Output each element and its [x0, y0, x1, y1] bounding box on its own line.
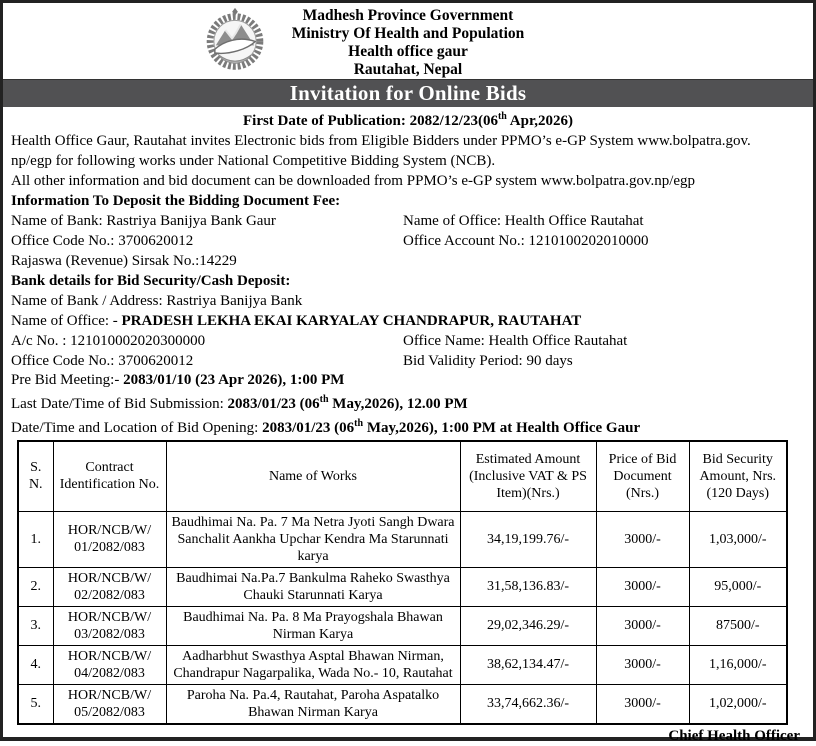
publication-date-ordinal: th: [497, 111, 507, 122]
org-name-block: [3, 7, 813, 79]
prebid-meeting-line: [11, 371, 805, 390]
col-header-works: Name of Works: [166, 441, 460, 511]
province-name: Madhesh Province Government: [302, 7, 514, 24]
cell-estimated: 31,58,136.83/-: [460, 567, 596, 606]
contract-id-line-2: 01/2082/083: [74, 540, 145, 555]
cell-price: 3000/-: [596, 606, 689, 645]
bid-opening-tail: May,2026), 1:00 PM at Health Office Gaur: [363, 420, 641, 436]
cell-works: Baudhimai Na. Pa. 7 Ma Netra Jyoti Sangh Dwara Sanchalit Aankha Upchar Kendra Ma Starunnati karya: [166, 511, 460, 567]
bid-submission-tail: May,2026), 12.00 PM: [328, 396, 468, 412]
bid-submission-line: [11, 390, 805, 414]
cell-price: 3000/-: [596, 511, 689, 567]
fee-office-account: Office Account No.: 1210100202010000: [403, 233, 649, 249]
cell-security: 1,16,000/-: [689, 645, 787, 684]
cell-works: Baudhimai Na.Pa.7 Bankulma Raheko Swasthya Chauki Starunnati Karya: [166, 567, 460, 606]
cell-price: 3000/-: [596, 567, 689, 606]
security-account-number: A/c No. : 121010002020300000: [11, 333, 206, 349]
publication-date-tail: Apr,2026): [506, 113, 573, 129]
cell-works: Aadharbhut Swasthya Asptal Bhawan Nirman, Chandrapur Nagarpalika, Wada No.- 10, Rautahat: [166, 645, 460, 684]
cell-contract: [53, 567, 166, 606]
col-header-sn: S. N.: [18, 441, 53, 511]
invitation-title: Invitation for Online Bids: [289, 81, 527, 105]
invitation-banner: [3, 79, 813, 107]
intro-paragraph-line-2: np/egp for following works under National Competitive Bidding System (NCB).: [11, 153, 496, 169]
table-row: [18, 645, 787, 684]
table-row: [18, 567, 787, 606]
signature-title: Chief Health Officer: [668, 727, 800, 744]
bid-submission-value: [228, 396, 468, 412]
cell-sn: 2.: [18, 567, 53, 606]
security-office-label: Name of Office: -: [11, 313, 122, 329]
security-code-row: [11, 351, 805, 371]
cell-price: 3000/-: [596, 645, 689, 684]
cell-contract: [53, 645, 166, 684]
bid-submission-ordinal: th: [319, 394, 329, 405]
bid-opening-date: 2083/01/23 (06: [262, 420, 355, 436]
contract-id-line-2: 04/2082/083: [74, 665, 145, 681]
table-row: [18, 684, 787, 724]
contract-id-line-2: 02/2082/083: [74, 587, 145, 603]
cell-security: 95,000/-: [689, 567, 787, 606]
publication-date-text: First Date of Publication: 2082/12/23(06: [242, 113, 498, 129]
contract-id-line-1: HOR/NCB/W/: [67, 523, 152, 538]
prebid-meeting-value: 2083/01/10 (23 Apr 2026), 1:00 PM: [123, 372, 345, 388]
intro-paragraph-line-1: Health Office Gaur, Rautahat invites Electronic bids from Eligible Bidders under PPMO’s e-GP System www.bolpatra.gov.: [11, 133, 751, 149]
col-header-security: Bid Security Amount, Nrs. (120 Days): [689, 441, 787, 511]
cell-sn: 3.: [18, 606, 53, 645]
contract-id-line-1: HOR/NCB/W/: [67, 570, 152, 586]
ministry-name: Ministry Of Health and Population: [291, 25, 525, 42]
office-name: Health office gaur: [348, 43, 468, 60]
table-header-row: [18, 441, 787, 511]
cell-works: Baudhimai Na. Pa. 8 Ma Prayogshala Bhawan Nirman Karya: [166, 606, 460, 645]
security-office-line: [11, 311, 805, 331]
contract-id-line-2: 05/2082/083: [74, 704, 145, 720]
notice-body: [3, 107, 813, 438]
cell-estimated: 29,02,346.29/-: [460, 606, 596, 645]
col-header-estimated: Estimated Amount (Inclusive VAT & PS Item)(Nrs.): [460, 441, 596, 511]
office-location: Rautahat, Nepal: [353, 61, 463, 78]
col-header-contract: Contract Identification No.: [53, 441, 166, 511]
bid-opening-ordinal: th: [354, 418, 364, 429]
cell-contract: [53, 606, 166, 645]
bid-opening-label: Date/Time and Location of Bid Opening:: [11, 420, 263, 436]
cell-works: Paroha Na. Pa.4, Rautahat, Paroha Aspatalko Bhawan Nirman Karya: [166, 684, 460, 724]
letterhead: [3, 3, 813, 79]
fee-office-code: Office Code No.: 3700620012: [11, 233, 194, 249]
fee-bank-name: Name of Bank: Rastriya Banijya Bank Gaur: [11, 213, 276, 229]
table-row: [18, 606, 787, 645]
fee-office-code-row: [11, 231, 805, 251]
security-office-value: PRADESH LEKHA EKAI KARYALAY CHANDRAPUR, RAUTAHAT: [121, 313, 582, 329]
contract-id-line-2: 03/2082/083: [74, 626, 145, 642]
contract-id-line-1: HOR/NCB/W/: [67, 609, 152, 625]
publication-date-line: [11, 107, 805, 131]
contract-id-line-1: HOR/NCB/W/: [67, 687, 152, 703]
table-row: [18, 511, 787, 567]
security-account-row: [11, 331, 805, 351]
bids-table: [17, 440, 788, 725]
cell-sn: 4.: [18, 645, 53, 684]
cell-estimated: 34,19,199.76/-: [460, 511, 596, 567]
cell-contract: [53, 511, 166, 567]
bid-security-heading: Bank details for Bid Security/Cash Deposit:: [11, 273, 291, 289]
cell-security: 1,02,000/-: [689, 684, 787, 724]
bid-submission-label: Last Date/Time of Bid Submission:: [11, 396, 228, 412]
revenue-code-line: Rajaswa (Revenue) Sirsak No.:14229: [11, 253, 237, 269]
cell-sn: 5.: [18, 684, 53, 724]
cell-security: 87500/-: [689, 606, 787, 645]
bid-submission-date: 2083/01/23 (06: [227, 396, 320, 412]
cell-estimated: 38,62,134.47/-: [460, 645, 596, 684]
contract-id-line-1: HOR/NCB/W/: [67, 648, 152, 664]
prebid-meeting-label: Pre Bid Meeting:-: [11, 372, 124, 388]
security-office-code: Office Code No.: 3700620012: [11, 353, 194, 369]
document-fee-heading: Information To Deposit the Bidding Document Fee:: [11, 193, 341, 209]
fee-bank-name-row: [11, 211, 805, 231]
bid-opening-line: [11, 414, 805, 438]
bid-opening-value: [262, 420, 640, 436]
cell-price: 3000/-: [596, 684, 689, 724]
cell-estimated: 33,74,662.36/-: [460, 684, 596, 724]
bid-validity-period: Bid Validity Period: 90 days: [403, 353, 573, 369]
nepal-emblem-logo: [206, 6, 264, 77]
col-header-price: Price of Bid Document (Nrs.): [596, 441, 689, 511]
intro-paragraph-line-3: All other information and bid document can be downloaded from PPMO’s e-GP system www.bolpatra.gov.np/egp: [11, 173, 696, 189]
cell-sn: 1.: [18, 511, 53, 567]
fee-office-name: Name of Office: Health Office Rautahat: [403, 213, 644, 229]
security-bank-address-line: Name of Bank / Address: Rastriya Banijya Bank: [11, 293, 303, 309]
cell-contract: [53, 684, 166, 724]
security-office-name: Office Name: Health Office Rautahat: [403, 333, 628, 349]
cell-security: 1,03,000/-: [689, 511, 787, 567]
